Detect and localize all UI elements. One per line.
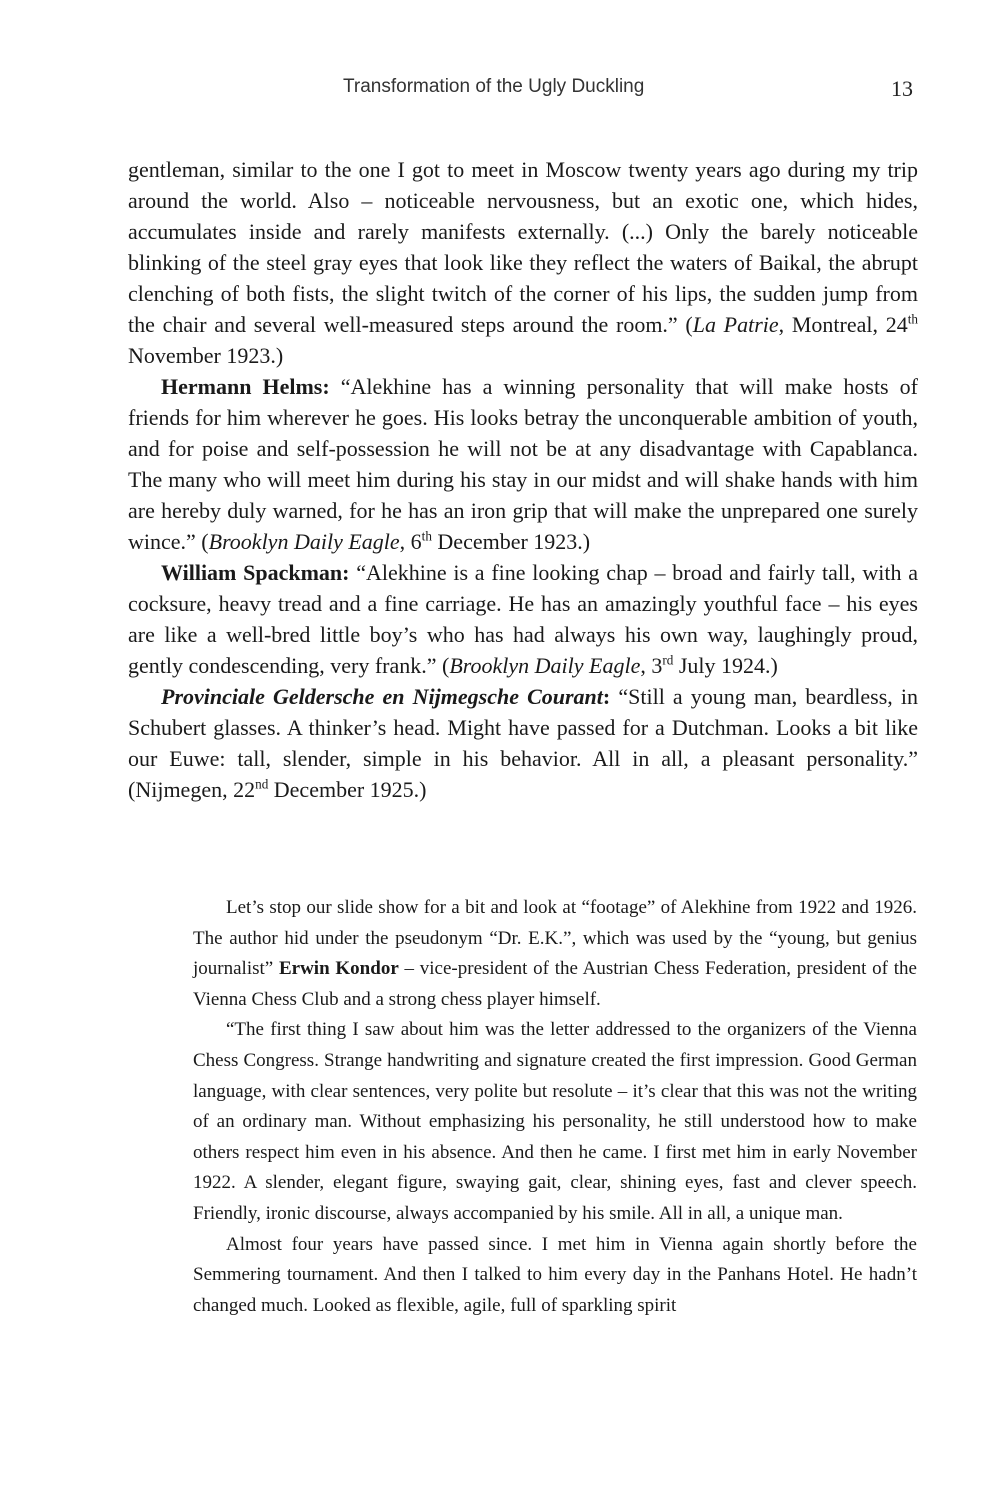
quote-paragraph-intro (193, 893, 917, 1015)
p3-ordinal: rd (662, 652, 674, 668)
p1-text-1: gentleman, similar to the one I got to meet in Moscow twenty years ago during my trip around the world. Also – noticeable nervousness, but an exotic one, which hides, accumulates inside and rarely manifests externally. (...) Only the barely noticeable blinking of the steel gray eyes that look like they reflect the waters of Baikal, the abrupt clenching of both fists, the slight twitch of the corner of his lips, the sudden jump from the chair and several well-measured steps around the room.” ( (128, 157, 918, 337)
p4-label: Provinciale Geldersche en Nijmegsche Courant (161, 684, 603, 709)
p2-ordinal: th (421, 528, 432, 544)
p3-text-2: , 3 (640, 653, 663, 678)
p4-text-2: December 1925.) (268, 777, 427, 802)
p1-ordinal: th (907, 311, 918, 327)
page-number: 13 (891, 76, 913, 101)
indented-quote-block (193, 893, 917, 1321)
q1-text-2: – vice-president of the Austrian Chess Federation, president of the Vienna Chess Club and a strong chess player himself. (193, 958, 917, 1010)
running-header-title: Transformation of the Ugly Duckling (343, 76, 645, 97)
p2-label: Hermann Helms: (161, 374, 330, 399)
p3-text-1: “Alekhine is a fine looking chap – broad and fairly tall, with a cocksure, heavy tread and a fine carriage. He has an amazingly youthful face – his eyes are like a well-bred little boy’s who has had always his own way, laughingly proud, gently condescending, very frank.” ( (128, 560, 918, 678)
q1-name: Erwin Kondor (278, 958, 399, 980)
paragraph-helms (128, 371, 918, 557)
p1-text-2: , Montreal, 24 (778, 312, 908, 337)
p2-text-2: , 6 (399, 529, 422, 554)
q1-text-1: Let’s stop our slide show for a bit and look at “footage” of Alekhine from 1922 and 1926. The author hid under the pseudonym “Dr. E.K.”, which was used by the “young, but genius journalist” (193, 897, 917, 980)
p4-ordinal: nd (255, 776, 269, 792)
p1-source: La Patrie (692, 312, 779, 337)
paragraph-la-patrie (128, 154, 918, 371)
p3-text-3: July 1924.) (673, 653, 778, 678)
p2-source: Brooklyn Daily Eagle (208, 529, 400, 554)
p4-colon: : (602, 684, 611, 709)
p2-text-1: “Alekhine has a winning personality that will make hosts of friends for him wherever he goes. His looks betray the unconquerable ambition of youth, and for poise and self-possession he will not be at any disadvantage with Capablanca. The many who will meet him during his stay in our midst and will shake hands with him are hereby duly warned, for he has an iron grip that will make the unprepared one surely wince.” ( (128, 374, 918, 554)
paragraph-courant (128, 681, 918, 805)
p4-text-1: “Still a young man, beardless, in Schubert glasses. A thinker’s head. Might have passed for a Dutchman. Looks a bit like our Euwe: tall, slender, simple in his behavior. All in all, a pleasant personality.” (Nijmegen, 22 (128, 684, 919, 802)
main-text (128, 154, 918, 805)
p1-text-3: November 1923.) (128, 343, 284, 368)
p3-label: William Spackman: (161, 560, 350, 585)
quote-paragraph-semmering: Almost four years have passed since. I met him in Vienna again shortly before the Semmering tournament. And then I talked to him every day in the Panhans Hotel. He hadn’t changed much. Looked as flexible, agile, full of sparkling spirit (193, 1233, 917, 1316)
quote-paragraph-first-impression: “The first thing I saw about him was the letter addressed to the organizers of the Vienna Chess Congress. Strange handwriting and signature created the first impression. Good German language, with clear sentences, very polite but resolute – it’s clear that this was not the writing of an ordinary man. Without emphasizing his personality, he still understood how to make others respect him even in his absence. And then he came. I first met him in early November 1922. A slender, elegant figure, swaying gait, clear, shining eyes, fast and clever speech. Friendly, ironic discourse, always accompanied by his smile. All in all, a unique man. (193, 1019, 917, 1224)
paragraph-spackman (128, 557, 918, 681)
p3-source: Brooklyn Daily Eagle (449, 653, 641, 678)
p2-text-3: December 1923.) (431, 529, 591, 554)
